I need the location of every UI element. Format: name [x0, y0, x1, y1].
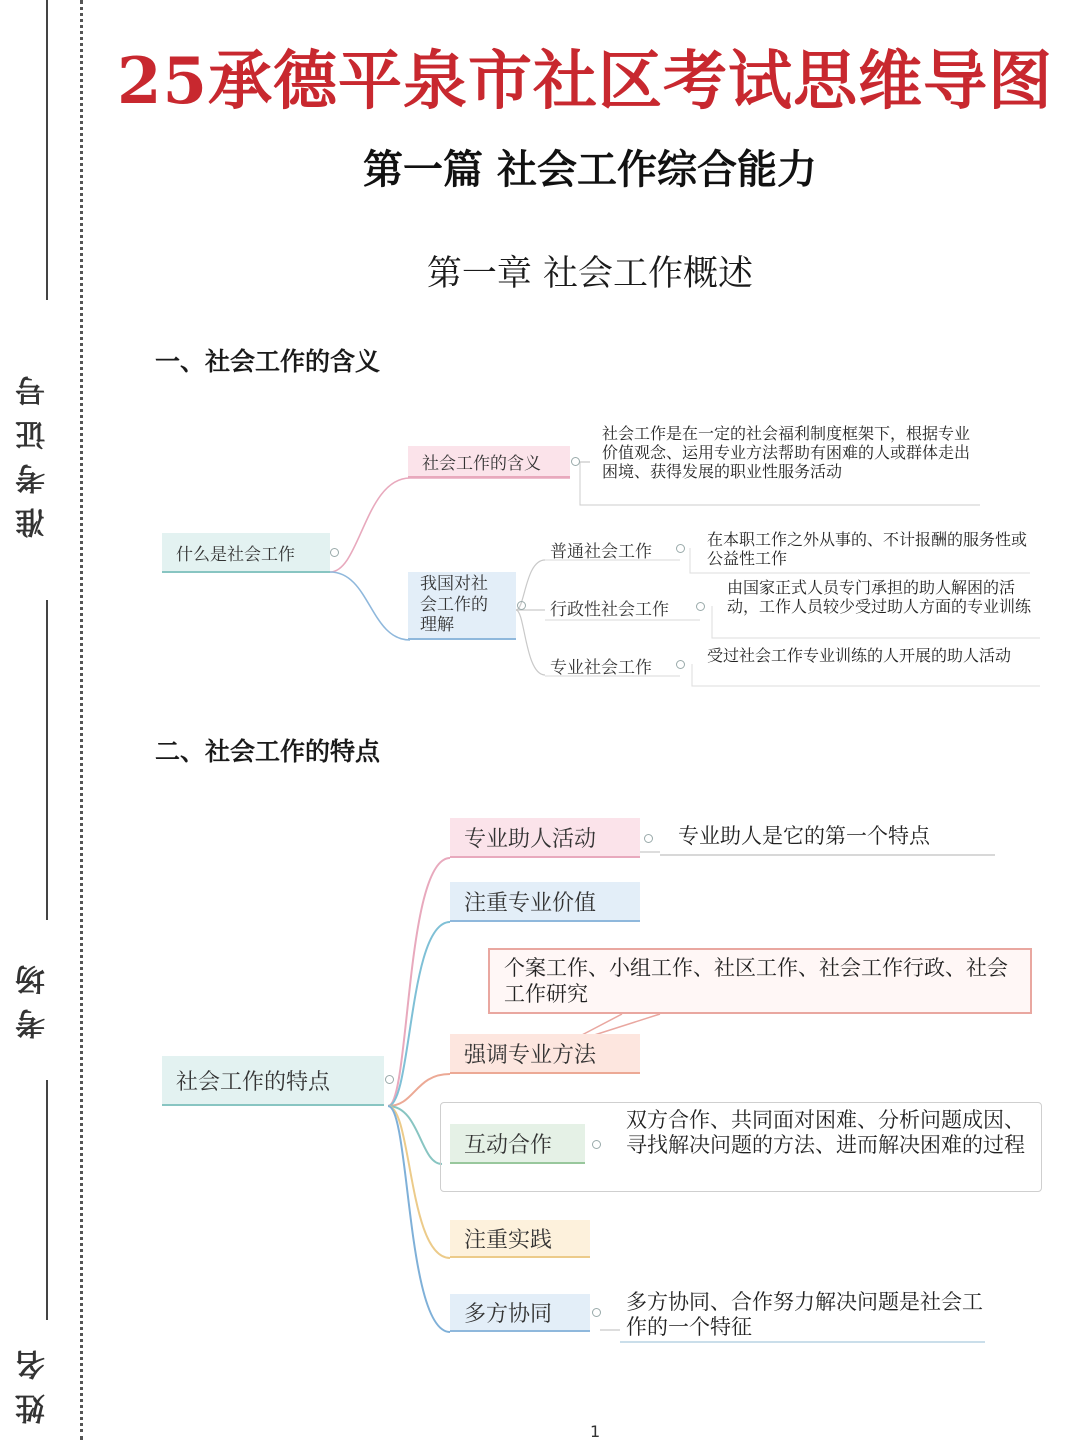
- node-ordinary-social-work[interactable]: 普通社会工作: [550, 541, 652, 562]
- name-label: 姓名: [16, 1336, 51, 1424]
- part-title: 第一篇 社会工作综合能力: [363, 147, 817, 193]
- collapse-icon[interactable]: [330, 548, 339, 557]
- collapse-icon[interactable]: [517, 601, 526, 610]
- page-title: 25承德平泉市社区考试思维导图: [116, 44, 1054, 119]
- meaning-definition: 社会工作是在一定的社会福利制度框架下，根据专业价值观念、运用专业方法帮助有困难的人或群体走出困境、获得发展的职业性服务活动: [602, 424, 971, 482]
- node-professional-social-work[interactable]: 专业社会工作: [550, 657, 652, 678]
- root-node-what-is-social-work[interactable]: 什么是社会工作: [162, 533, 330, 573]
- node-interactive-cooperation[interactable]: 互动合作: [450, 1124, 585, 1164]
- collapse-icon[interactable]: [676, 660, 685, 669]
- id-number-label: 准考证号: [16, 362, 51, 538]
- node-professional-helping[interactable]: 专业助人活动: [450, 818, 640, 858]
- administrative-social-work-desc: 由国家正式人员专门承担的助人解困的活动，工作人员较少受过助人方面的专业训练: [727, 578, 1032, 617]
- node-practice-focus[interactable]: 注重实践: [450, 1220, 590, 1258]
- collapse-icon[interactable]: [696, 602, 705, 611]
- professional-social-work-desc: 受过社会工作专业训练的人开展的助人活动: [707, 646, 1012, 665]
- section1-heading: 一、社会工作的含义: [155, 347, 381, 376]
- multi-party-coordination-desc: 多方协同、合作努力解决问题是社会工作的一个特征: [626, 1290, 983, 1340]
- node-meaning[interactable]: 社会工作的含义: [408, 446, 570, 478]
- node-administrative-social-work[interactable]: 行政性社会工作: [550, 599, 669, 620]
- section2-heading: 二、社会工作的特点: [155, 737, 381, 766]
- interactive-cooperation-desc: 双方合作、共同面对困难、分析问题成因、寻找解决问题的方法、进而解决困难的过程: [626, 1108, 1025, 1158]
- collapse-icon[interactable]: [385, 1075, 394, 1084]
- methods-callout: 个案工作、小组工作、社区工作、社会工作行政、社会工作研究: [488, 948, 1032, 1014]
- node-understanding[interactable]: 我国对社会工作的理解: [408, 572, 516, 640]
- page-number: 1: [590, 1422, 601, 1441]
- node-multi-party-coordination[interactable]: 多方协同: [450, 1294, 590, 1332]
- node-professional-values[interactable]: 注重专业价值: [450, 882, 640, 922]
- collapse-icon[interactable]: [571, 457, 580, 466]
- collapse-icon[interactable]: [644, 834, 653, 843]
- collapse-icon[interactable]: [592, 1140, 601, 1149]
- professional-helping-desc: 专业助人是它的第一个特点: [678, 824, 930, 848]
- root-node-features[interactable]: 社会工作的特点: [162, 1056, 384, 1106]
- ordinary-social-work-desc: 在本职工作之外从事的、不计报酬的服务性或公益性工作: [707, 530, 1028, 569]
- collapse-icon[interactable]: [676, 544, 685, 553]
- chapter-title: 第一章 社会工作概述: [426, 254, 754, 294]
- node-professional-methods[interactable]: 强调专业方法: [450, 1034, 640, 1074]
- collapse-icon[interactable]: [592, 1308, 601, 1317]
- exam-room-label: 考场: [16, 951, 51, 1039]
